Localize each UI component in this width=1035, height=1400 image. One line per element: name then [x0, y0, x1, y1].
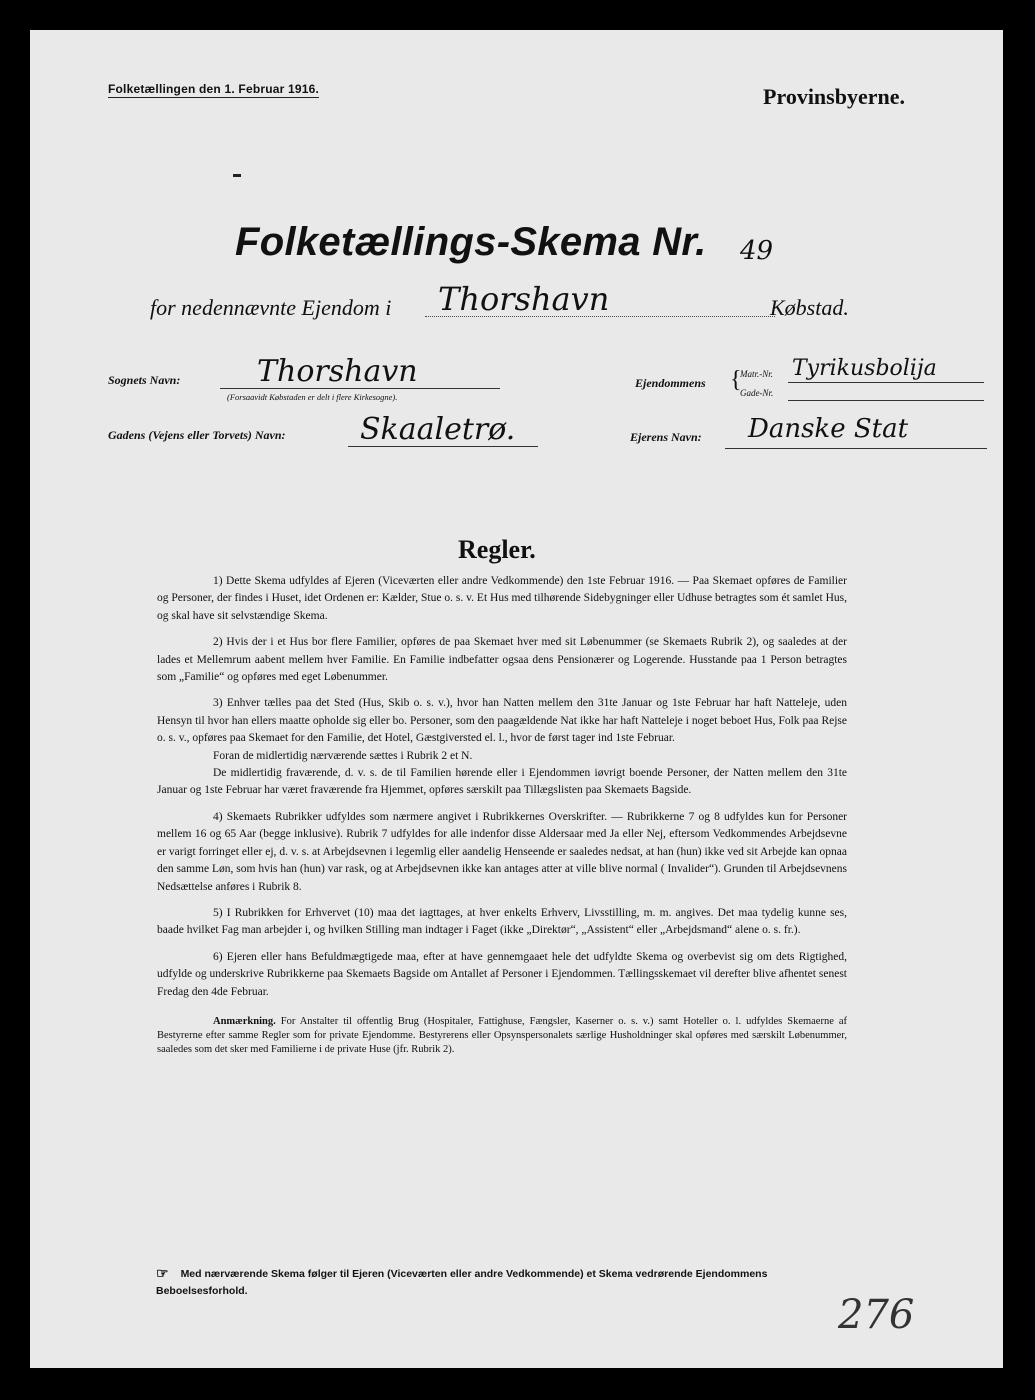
rule-3-present: Foran de midlertidig nærværende sættes i Rubrik 2 et N.	[213, 749, 473, 762]
form-title: Folketællings-Skema Nr.	[235, 220, 707, 264]
remark-label: Anmærkning.	[213, 1015, 276, 1027]
rule-3-absent: De midlertidig fraværende, d. v. s. de til Familien hørende eller i Ejendommen iøvrigt boende Personer, der Natten mellem den 31te Januar og 1ste Februar har været fraværende fra Hjemmet, opføres særskilt paa Tillægslisten paa Skemaets Bagside.	[157, 767, 847, 797]
street-name: Skaaletrø.	[360, 412, 516, 447]
rules-heading: Regler.	[458, 535, 536, 564]
rule-3: 3) Enhver tælles paa det Sted (Hus, Skib o. s. v.), hvor han Natten mellem den 31te Januar og 1ste Februar har haft Natteleje, uden Hensyn til hvor han ellers maatte opholde sig eller bo. Personer, som den paagældende Nat ikke har haft Natteleje i noget beboet Hus, Folk paa Rejse o. s. v., opføres paa Skemaet for den Familie, det Hotel, Gæstgiversted el. l., hvor de først tager ind 1ste Februar.	[157, 697, 847, 745]
for-property-label: for nedennævnte Ejendom i	[150, 295, 392, 320]
parish-line	[220, 388, 500, 389]
census-date-label: Folketællingen den 1. Februar 1916.	[108, 82, 320, 96]
parish-label: Sognets Navn:	[108, 373, 181, 387]
owner-line	[725, 448, 987, 449]
property-label: Ejendommens	[635, 376, 706, 390]
parish-note: (Forsaavidt Købstaden er delt i flere Kirkesogne).	[227, 392, 398, 402]
cadastral-line	[788, 382, 984, 383]
pointing-hand-icon: ☞	[156, 1265, 169, 1281]
rule-6: 6) Ejeren eller hans Befuldmægtigede maa, efter at have gennemgaaet hele det udfyldte Skema og overbevist sig om dets Rigtighed, udfylde og underskrive Rubrikkerne paa Skemaets Bagside om Antallet af Personer i Ejendommen. Tællingsskemaet vil derefter blive afhentet senest Fredag den 4de Februar.	[157, 950, 847, 998]
rule-4: 4) Skemaets Rubrikker udfyldes som nærmere angivet i Rubrikkernes Overskrifter. — Rubrikkerne 7 og 8 udfyldes kun for Personer mellem 16 og 65 Aar (begge inklusive). Rubrik 7 udfyldes for alle indenfor disse Aldersaar med Ja eller Nej, eftersom Vedkommendes Arbejdsevne er varigt forringet eller ej, d. v. s. at Arbejdsevnen i legemlig eller aandelig Henseende er saaledes nedsat, at han (hun) ikke ved sit Arbejde kan opnaa den samme Løn, som hvis han (hun) var rask, og at Arbejdsevnen ikke kan antages atter at ville blive normal ( Invalider“). Grunden til Arbejdsevnens Nedsættelse anføres i Rubrik 8.	[157, 810, 847, 893]
region-label: Provinsbyerne.	[763, 84, 905, 109]
street-number-line	[788, 400, 984, 401]
town-dotted-line	[425, 316, 775, 317]
town-name: Thorshavn	[438, 280, 610, 318]
parish-name: Thorshavn	[257, 354, 418, 389]
rule-1: 1) Dette Skema udfyldes af Ejeren (Viceværten eller andre Vedkommende) den 1ste Februar 1916. — Paa Skemaet opføres de Familier og Personer, der findes i Huset, idet Ordenen er: Kælder, Stue o. s. v. Et Hus med tilhørende Sidebygninger eller Udhuse betragtes som ét samlet Hus, og skal have sit selvstændige Skema.	[157, 575, 847, 622]
street-name-line	[348, 446, 538, 447]
footer-notice	[156, 1265, 846, 1300]
footer-text: Med nærværende Skema følger til Ejeren (Viceværten eller andre Vedkommende) et Skema vedrørende Ejendommens Beboelsesforhold.	[156, 1268, 768, 1297]
remark	[157, 1015, 847, 1057]
street-number-label: Gade-Nr.	[740, 388, 774, 398]
cadastral-number-value: Tyrikusbolija	[792, 356, 937, 381]
owner-label: Ejerens Navn:	[630, 430, 702, 444]
owner-name: Danske Stat	[748, 414, 909, 444]
stray-mark	[233, 174, 241, 177]
remark-text: For Anstalter til offentlig Brug (Hospitaler, Fattighuse, Fængsler, Kaserner o. s. v.) samt Hoteller o. l. udfyldes Skemaerne af Bestyrerne efter samme Regler som for private Ejendomme. Bestyrerens eller Opsynspersonalets særlige Husholdninger skal opføres med særskilt Løbenummer, saaledes som det sker med Familierne i de private Huse (jfr. Rubrik 2).	[157, 1015, 848, 1055]
rule-2: 2) Hvis der i et Hus bor flere Familier, opføres de paa Skemaet hver med sit Løbenummer (se Skemaets Rubrik 2), og saaledes at der lades et Mellemrum aabent mellem hver Familie. En Familie indbefatter ogsaa dens Pensionærer og Logerende. Husstande paa 1 Person betragtes som „Familie“ og opføres med eget Løbenummer.	[157, 636, 847, 684]
brace-icon: {	[730, 367, 742, 393]
page-number: 276	[838, 1292, 915, 1338]
skema-number: 49	[740, 236, 774, 266]
rules-body	[157, 573, 847, 1066]
cadastral-number-label: Matr.-Nr.	[740, 369, 774, 379]
rule-5: 5) I Rubrikken for Erhvervet (10) maa det iagttages, at hver enkelts Erhverv, Livsstilling, m. m. angives. Det maa tydelig kunne ses, baade hvilket Fag man arbejder i, og hvilken Stilling man indtager i Faget (ikke „Direktør“, „Assistent“ eller „Arbejdsmand“ alene o. s. fr.).	[157, 906, 847, 937]
street-name-label: Gadens (Vejens eller Torvets) Navn:	[108, 428, 286, 442]
census-form-page	[30, 30, 1003, 1368]
kobstad-label: Købstad.	[770, 295, 849, 320]
